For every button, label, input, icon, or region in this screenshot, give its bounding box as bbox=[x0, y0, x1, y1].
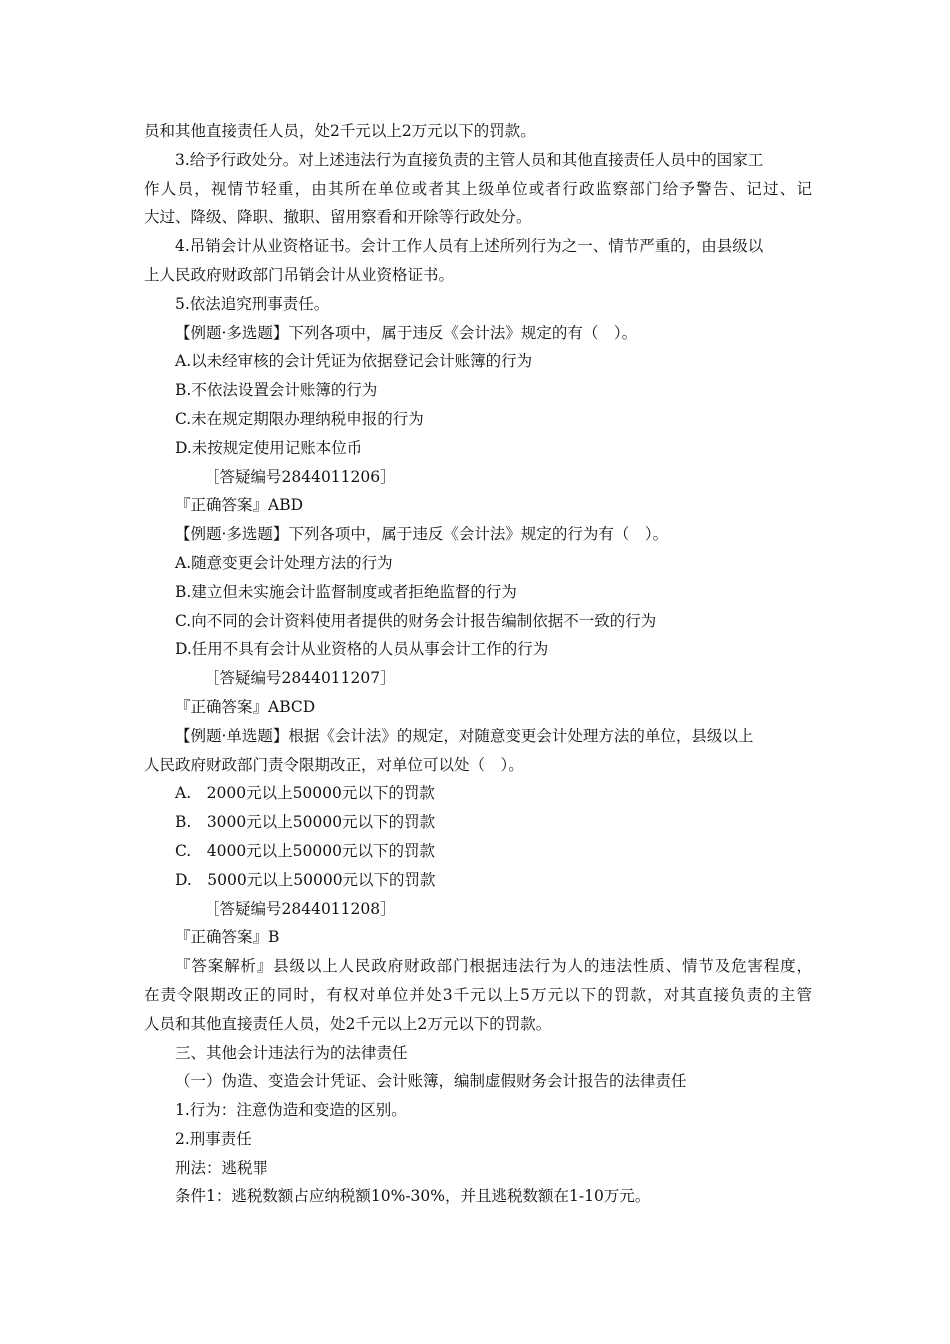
option-d: D.任用不具有会计从业资格的人员从事会计工作的行为 bbox=[175, 640, 549, 659]
option-b: B.不依法设置会计账簿的行为 bbox=[175, 381, 378, 400]
question-id: ［答疑编号2844011206］ bbox=[204, 467, 396, 486]
paragraph-line: 5.依法追究刑事责任。 bbox=[175, 294, 330, 313]
question-heading: 【例题·多选题】下列各项中，属于违反《会计法》规定的有（ ）。 bbox=[175, 323, 638, 342]
option-a: A.随意变更会计处理方法的行为 bbox=[175, 553, 393, 572]
question-id: ［答疑编号2844011207］ bbox=[204, 669, 396, 688]
question-heading: 【例题·单选题】根据《会计法》的规定，对随意变更会计处理方法的单位，县级以上 bbox=[175, 726, 754, 745]
answer-explanation: 在责令限期改正的同时，有权对单位并处3千元以上5万元以下的罚款，对其直接负责的主管 bbox=[144, 985, 812, 1004]
paragraph-line: 4.吊销会计从业资格证书。会计工作人员有上述所列行为之一、情节严重的，由县级以 bbox=[175, 237, 764, 256]
option-c: C.未在规定期限办理纳税申报的行为 bbox=[175, 409, 424, 428]
option-d: D. 5000元以上50000元以下的罚款 bbox=[175, 870, 436, 889]
option-c: C.向不同的会计资料使用者提供的财务会计报告编制依据不一致的行为 bbox=[175, 611, 657, 630]
question-text: 人民政府财政部门责令限期改正，对单位可以处（ ）。 bbox=[144, 755, 524, 774]
document-page bbox=[144, 117, 812, 1211]
question-id: ［答疑编号2844011208］ bbox=[204, 899, 396, 918]
option-b: B.建立但未实施会计监督制度或者拒绝监督的行为 bbox=[175, 582, 517, 601]
paragraph-line: 作人员，视情节轻重，由其所在单位或者其上级单位或者行政监察部门给予警告、记过、记 bbox=[144, 179, 812, 198]
section-heading: 三、其他会计违法行为的法律责任 bbox=[175, 1043, 408, 1062]
correct-answer: 『正确答案』ABCD bbox=[175, 697, 316, 716]
subsection-heading: （一）伪造、变造会计凭证、会计账簿，编制虚假财务会计报告的法律责任 bbox=[175, 1072, 687, 1091]
correct-answer: 『正确答案』ABD bbox=[175, 496, 304, 515]
option-a: A.以未经审核的会计凭证为依据登记会计账簿的行为 bbox=[175, 352, 533, 371]
answer-explanation: 人员和其他直接责任人员，处2千元以上2万元以下的罚款。 bbox=[144, 1014, 552, 1033]
paragraph-line: 2.刑事责任 bbox=[175, 1129, 252, 1148]
option-c: C. 4000元以上50000元以下的罚款 bbox=[175, 841, 435, 860]
option-a: A. 2000元以上50000元以下的罚款 bbox=[175, 784, 435, 803]
answer-explanation: 『答案解析』县级以上人民政府财政部门根据违法行为人的违法性质、情节及危害程度， bbox=[175, 957, 812, 976]
paragraph-line: 大过、降级、降职、撤职、留用察看和开除等行政处分。 bbox=[144, 208, 532, 227]
correct-answer: 『正确答案』B bbox=[175, 928, 280, 947]
paragraph-line: 刑法：逃税罪 bbox=[175, 1158, 269, 1177]
paragraph-line: 上人民政府财政部门吊销会计从业资格证书。 bbox=[144, 265, 455, 284]
question-heading: 【例题·多选题】下列各项中，属于违反《会计法》规定的行为有（ ）。 bbox=[175, 525, 669, 544]
paragraph-line: 员和其他直接责任人员，处2千元以上2万元以下的罚款。 bbox=[144, 122, 536, 140]
option-d: D.未按规定使用记账本位币 bbox=[175, 438, 363, 457]
option-b: B. 3000元以上50000元以下的罚款 bbox=[175, 813, 436, 832]
paragraph-line: 3.给予行政处分。对上述违法行为直接负责的主管人员和其他直接责任人员中的国家工 bbox=[175, 150, 764, 169]
paragraph-line: 条件1：逃税数额占应纳税额10%-30%，并且逃税数额在1-10万元。 bbox=[175, 1187, 651, 1206]
paragraph-line: 1.行为：注意伪造和变造的区别。 bbox=[175, 1101, 407, 1120]
